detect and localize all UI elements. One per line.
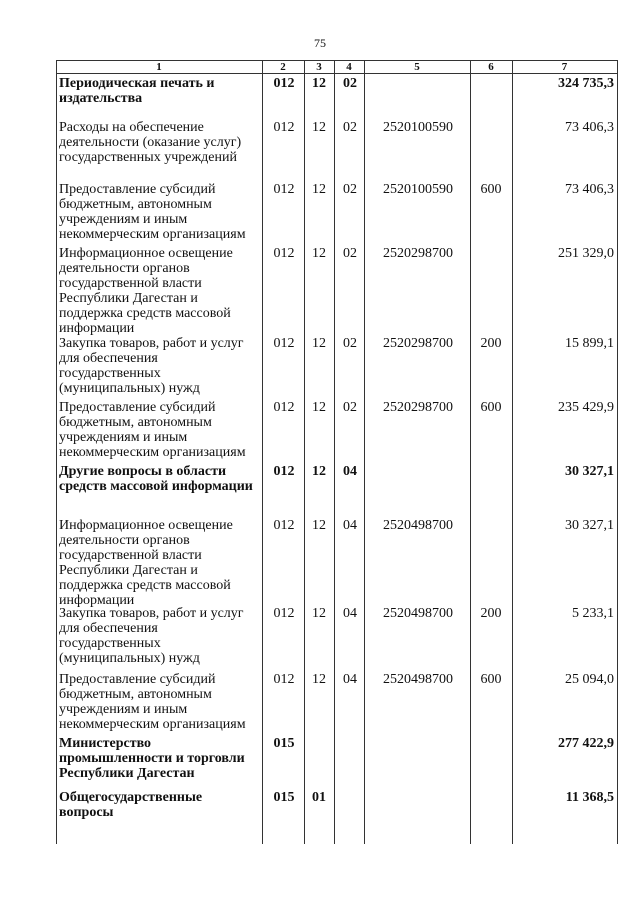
row-target: 2520100590 [383,182,453,197]
row-code: 012 [273,672,295,687]
header-col-5: 5 [414,61,420,73]
row-subsection: 04 [343,464,357,479]
header-col-4: 4 [346,61,352,73]
row-subsection: 04 [343,672,357,687]
page-number: 75 [314,36,326,50]
row-subsection: 04 [343,606,357,621]
row-subsection: 02 [343,76,357,91]
row-name: Закупка товаров, работ и услуг для обеспечения государственных (муниципальных) нужд [59,336,244,396]
table-border-right [617,60,618,844]
row-target: 2520298700 [383,400,453,415]
column-divider [304,60,305,844]
row-subsection: 02 [343,182,357,197]
row-section: 01 [312,790,326,805]
row-code: 012 [273,464,295,479]
row-subsection: 02 [343,120,357,135]
table-border-left [56,60,57,844]
row-name: Министерство промышленности и торговли Республики Дагестан [59,736,245,781]
row-amount: 73 406,3 [565,182,614,197]
row-target: 2520298700 [383,246,453,261]
row-subsection: 02 [343,336,357,351]
row-code: 012 [273,246,295,261]
row-code: 012 [273,336,295,351]
row-target: 2520498700 [383,518,453,533]
row-expense-type: 600 [480,400,502,415]
row-expense-type: 200 [480,336,502,351]
row-section: 12 [312,606,326,621]
header-col-7: 7 [561,61,568,73]
row-subsection: 02 [343,246,357,261]
row-code: 015 [273,736,295,751]
row-amount: 73 406,3 [565,120,614,135]
row-code: 012 [273,606,295,621]
header-col-2: 2 [280,61,286,73]
row-name: Закупка товаров, работ и услуг для обеспечения государственных (муниципальных) нужд [59,606,244,666]
row-target: 2520100590 [383,120,453,135]
row-expense-type: 600 [480,672,502,687]
column-divider [470,60,471,844]
column-divider [334,60,335,844]
row-expense-type: 200 [480,606,502,621]
row-amount: 25 094,0 [565,672,614,687]
row-amount: 277 422,9 [558,736,614,751]
row-name: Предоставление субсидий бюджетным, автономным учреждениям и иным некоммерческим организациям [59,672,246,732]
row-code: 012 [273,120,295,135]
row-code: 012 [273,400,295,415]
row-name: Общегосударственные вопросы [59,790,203,820]
row-expense-type: 600 [480,182,502,197]
row-section: 12 [312,246,326,261]
row-name: Информационное освещение деятельности органов государственной власти Республики Дагестан и поддержка средств массовой информации [59,246,233,336]
column-divider [364,60,365,844]
table-header [56,60,618,74]
header-col-1: 1 [156,61,162,73]
row-name: Информационное освещение деятельности органов государственной власти Республики Дагестан и поддержка средств массовой информации [59,518,233,608]
row-code: 012 [273,518,295,533]
row-target: 2520298700 [383,336,453,351]
row-amount: 30 327,1 [565,464,614,479]
row-code: 012 [273,182,295,197]
row-amount: 5 233,1 [572,606,614,621]
column-divider [262,60,263,844]
row-amount: 15 899,1 [565,336,614,351]
row-section: 12 [312,400,326,415]
row-section: 12 [312,672,326,687]
row-section: 12 [312,518,326,533]
header-col-3: 3 [316,61,322,73]
header-col-6: 6 [488,61,494,73]
row-amount: 324 735,3 [558,76,614,91]
row-name: Расходы на обеспечение деятельности (оказание услуг) государственных учреждений [59,120,242,165]
row-name: Предоставление субсидий бюджетным, автономным учреждениям и иным некоммерческим организациям [59,182,246,242]
column-divider [512,60,513,844]
row-section: 12 [312,182,326,197]
row-name: Предоставление субсидий бюджетным, автономным учреждениям и иным некоммерческим организациям [59,400,246,460]
row-amount: 251 329,0 [558,246,614,261]
row-section: 12 [312,120,326,135]
row-subsection: 04 [343,518,357,533]
row-section: 12 [312,336,326,351]
row-name: Другие вопросы в области средств массовой информации [59,464,253,494]
row-target: 2520498700 [383,672,453,687]
row-amount: 30 327,1 [565,518,614,533]
row-code: 015 [273,790,295,805]
row-target: 2520498700 [383,606,453,621]
row-amount: 235 429,9 [558,400,614,415]
row-subsection: 02 [343,400,357,415]
row-code: 012 [273,76,295,91]
budget-table [56,60,618,844]
row-amount: 11 368,5 [565,790,614,805]
row-section: 12 [312,76,326,91]
row-section: 12 [312,464,326,479]
row-name: Периодическая печать и издательства [59,76,215,106]
